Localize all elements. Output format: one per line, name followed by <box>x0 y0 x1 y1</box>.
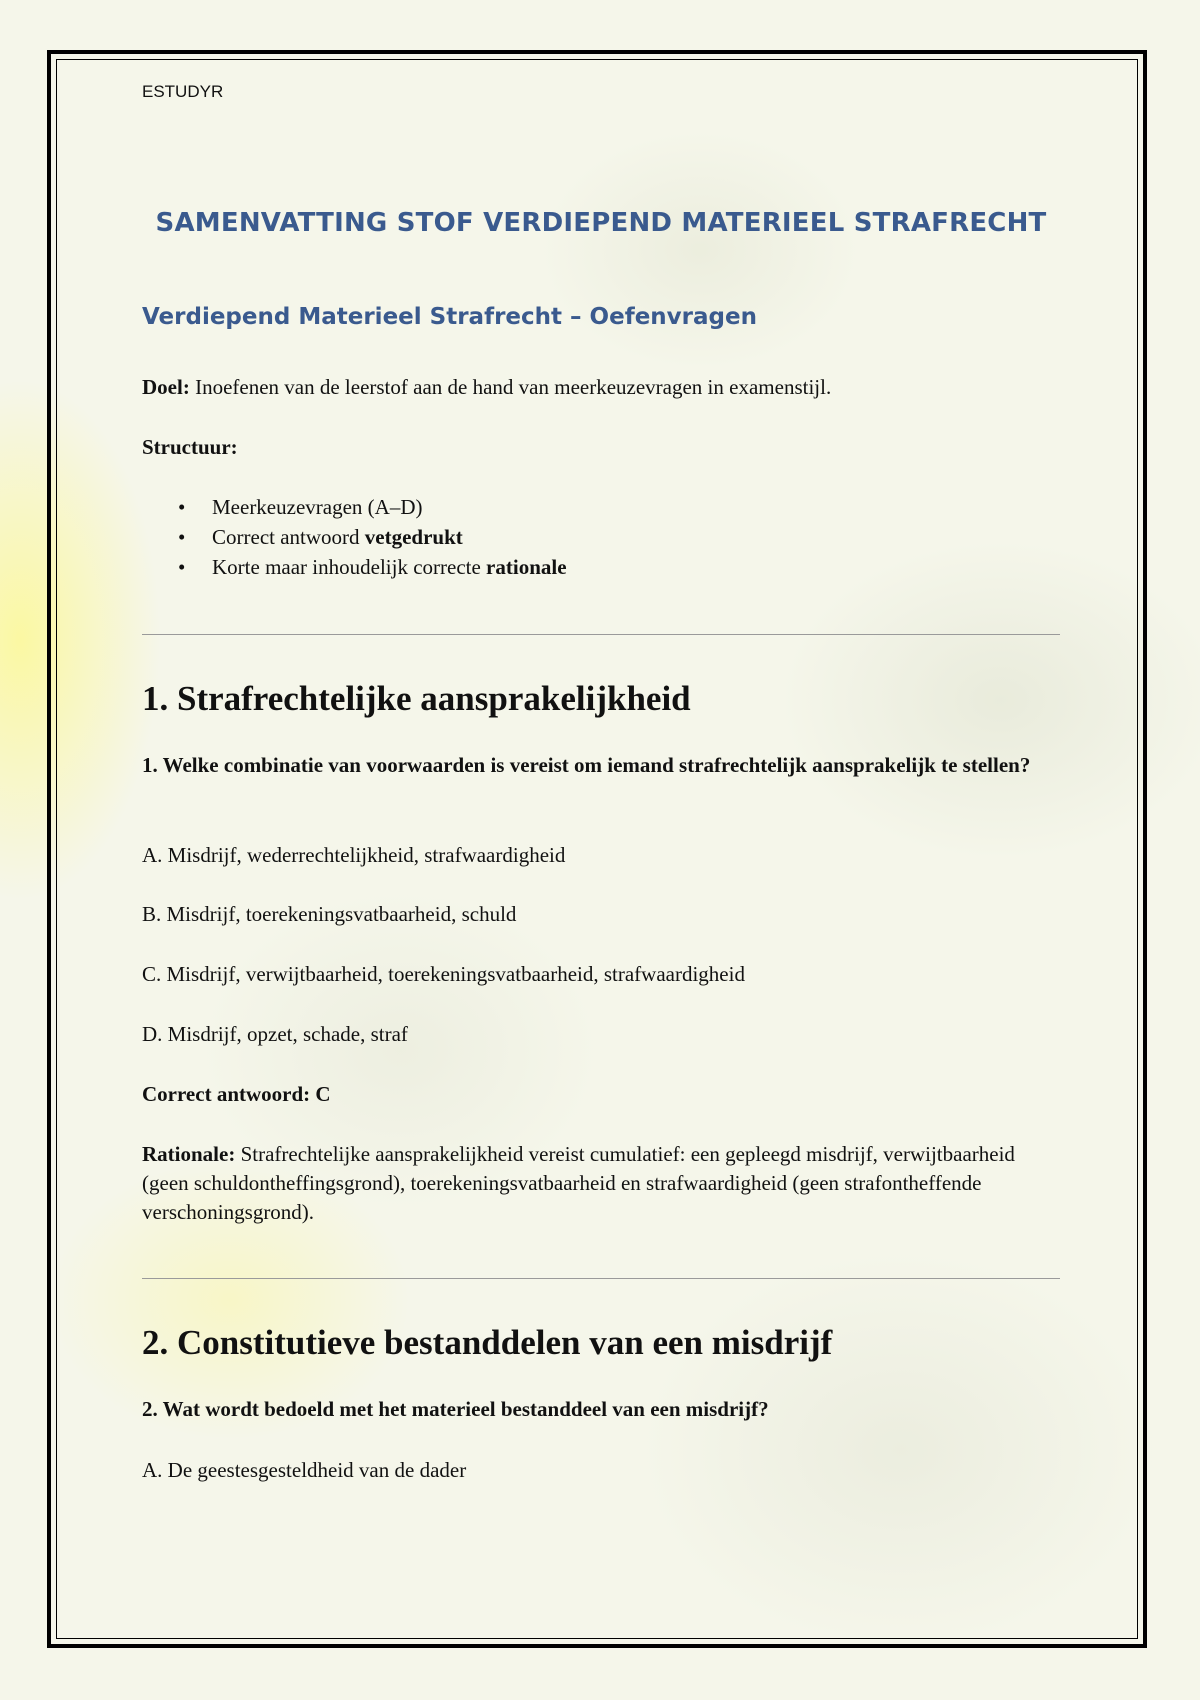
section-divider <box>142 634 1060 635</box>
answer-option: A. Misdrijf, wederrechtelijkheid, strafwaardigheid <box>142 843 566 867</box>
bullet-icon: • <box>178 555 186 579</box>
section-divider <box>142 1278 1060 1279</box>
answer-option: D. Misdrijf, opzet, schade, straf <box>142 1022 408 1046</box>
list-item: • Meerkeuzevragen (A–D) <box>142 492 567 522</box>
rationale-paragraph <box>142 1140 1060 1227</box>
goal-label: Doel: <box>142 375 190 399</box>
structure-label: Structuur: <box>142 435 238 459</box>
list-item: • Correct antwoord vetgedrukt <box>142 522 567 552</box>
answer-option: A. De geestesgesteldheid van de dader <box>142 1458 467 1482</box>
answer-option: C. Misdrijf, verwijtbaarheid, toerekeningsvatbaarheid, strafwaardigheid <box>142 962 745 986</box>
rationale-text: Strafrechtelijke aansprakelijkheid vereist cumulatief: een gepleegd misdrijf, verwijtbaarheid (geen schuldontheffingsgrond), toerekeningsvatbaarheid en strafwaardigheid (geen strafontheffende verschoningsgrond). <box>142 1142 1015 1224</box>
goal-paragraph <box>142 372 831 402</box>
bullet-icon: • <box>178 495 186 519</box>
document-subtitle: Verdiepend Materieel Strafrecht – Oefenvragen <box>142 304 757 330</box>
answer-option: B. Misdrijf, toerekeningsvatbaarheid, schuld <box>142 902 517 926</box>
section-heading: 1. Strafrechtelijke aansprakelijkheid <box>142 679 691 718</box>
document-title: SAMENVATTING STOF VERDIEPEND MATERIEEL STRAFRECHT <box>155 208 1047 238</box>
header-brand: ESTUDYR <box>142 82 224 101</box>
rationale-label: Rationale: <box>142 1142 236 1166</box>
question-text: 2. Wat wordt bedoeld met het materieel bestanddeel van een misdrijf? <box>142 1397 769 1421</box>
structure-list <box>142 492 567 582</box>
correct-answer: Correct antwoord: C <box>142 1082 331 1106</box>
goal-text: Inoefenen van de leerstof aan de hand van meerkeuzevragen in examenstijl. <box>189 375 832 399</box>
section-heading: 2. Constitutieve bestanddelen van een misdrijf <box>142 1323 833 1362</box>
question-text: 1. Welke combinatie van voorwaarden is vereist om iemand strafrechtelijk aansprakelijk te stellen? <box>142 753 1031 777</box>
bullet-icon: • <box>178 525 186 549</box>
list-item: • Korte maar inhoudelijk correcte rationale <box>142 552 567 582</box>
